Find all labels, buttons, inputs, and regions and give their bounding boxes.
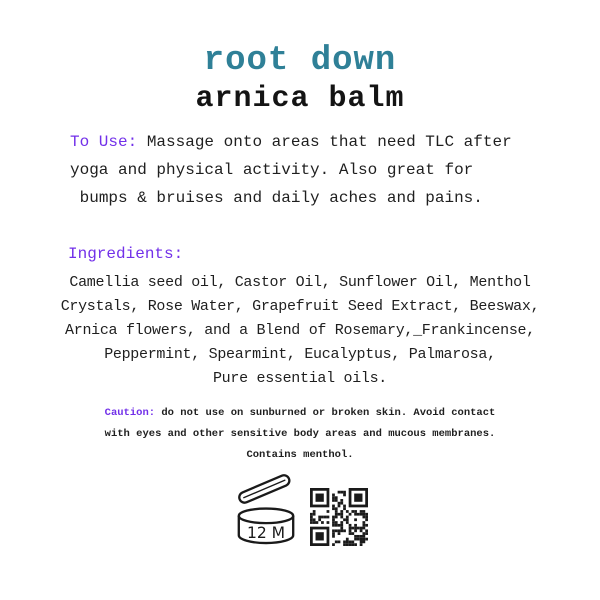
ingredients-heading: Ingredients: xyxy=(68,245,184,264)
ingredients-line: Crystals, Rose Water, Grapefruit Seed Extract, Beeswax, xyxy=(60,298,540,316)
qr-code-icon xyxy=(310,488,368,546)
caution-label: Caution: xyxy=(104,407,156,420)
usage-line-2: yoga and physical activity. Also great for xyxy=(70,161,474,180)
qr-finder-top-left xyxy=(310,488,329,507)
caution-line-1 xyxy=(0,403,600,424)
usage-label: To Use: xyxy=(70,133,138,152)
ingredients-list xyxy=(0,271,600,391)
caution-section xyxy=(0,403,600,466)
ingredients-line: Arnica flowers, and a Blend of Rosemary,_Frankincense, xyxy=(65,322,535,340)
usage-line-1-text: Massage onto areas that need TLC after xyxy=(137,133,512,152)
ingredients-line: Peppermint, Spearmint, Eucalyptus, Palmarosa, xyxy=(104,346,496,364)
qr-finder-bottom-left xyxy=(310,527,329,546)
ingredients-line: Pure essential oils. xyxy=(212,370,388,388)
usage-line-1 xyxy=(70,128,545,156)
period-after-opening-icon xyxy=(232,472,300,548)
caution-line-2: with eyes and other sensitive body areas and mucous membranes. xyxy=(104,428,496,441)
pao-duration-label: 12 M xyxy=(246,524,286,543)
product-name: arnica balm xyxy=(195,82,405,117)
brand-title: root down xyxy=(203,42,397,80)
usage-section xyxy=(0,128,600,212)
ingredients-line: Camellia seed oil, Castor Oil, Sunflower Oil, Menthol xyxy=(69,274,531,292)
usage-line-3: bumps & bruises and daily aches and pains. xyxy=(70,189,483,208)
caution-line-3: Contains menthol. xyxy=(246,449,354,462)
caution-line-1-text: do not use on sunburned or broken skin. Avoid contact xyxy=(155,407,496,420)
qr-finder-top-right xyxy=(349,488,368,507)
footer-icons xyxy=(0,472,600,548)
